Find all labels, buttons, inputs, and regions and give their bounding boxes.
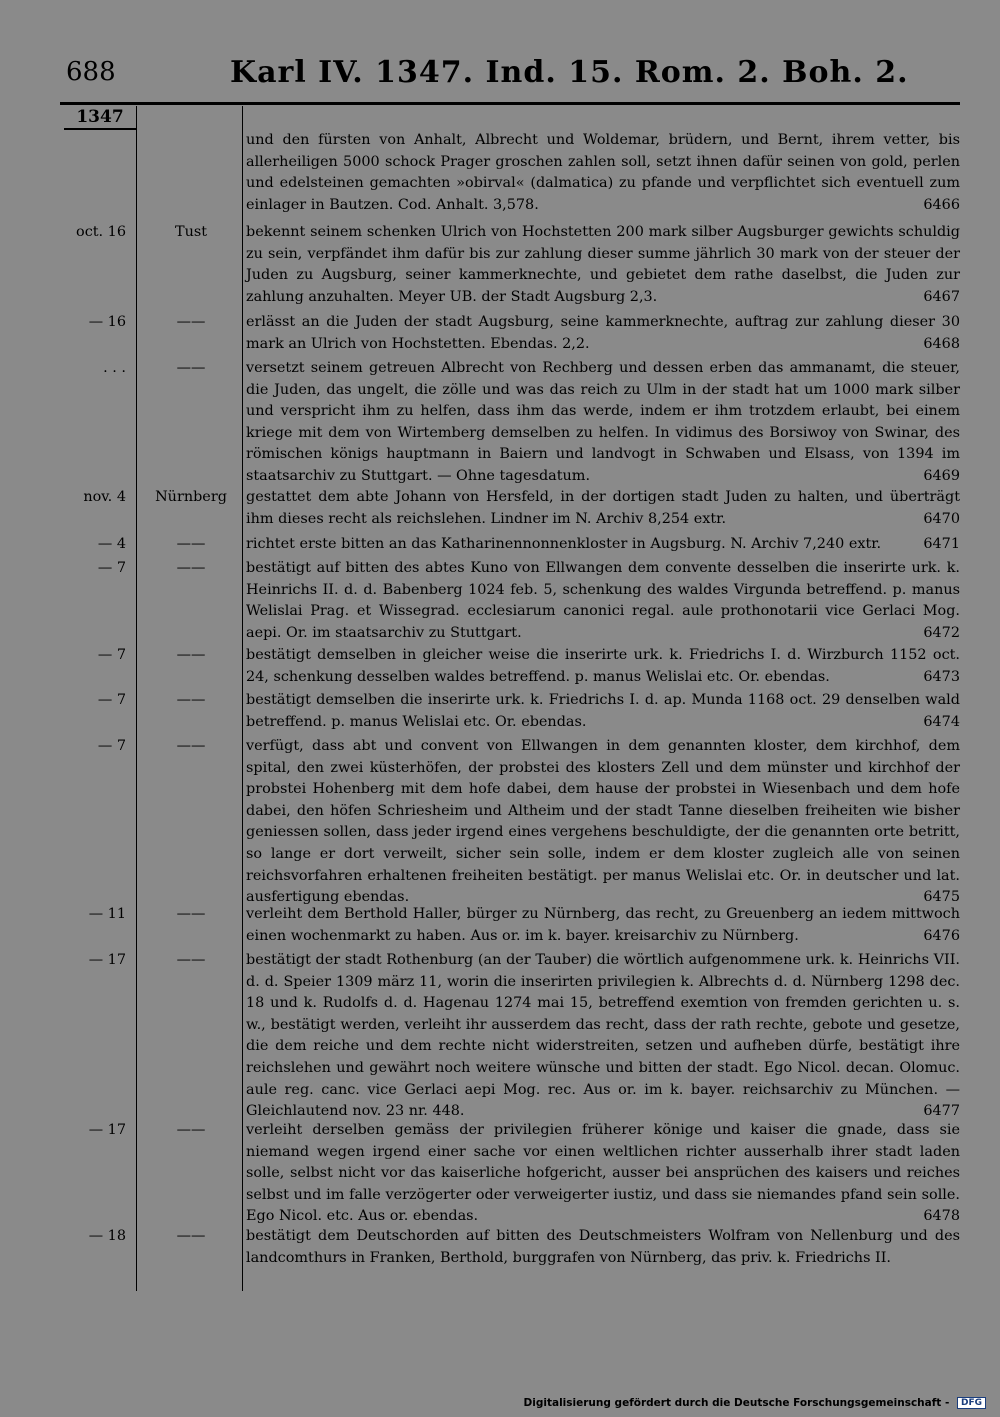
entry-date: — 7: [97, 692, 126, 708]
entry-number: 6471: [923, 536, 960, 552]
entry-body: gestattet dem abte Johann von Hersfeld, in der dortigen stadt Juden zu halten, und überträgt ihm dieses recht als reichslehen. Lindner im N. Archiv 8,254 extr.: [246, 489, 960, 527]
entry-separator: [242, 217, 960, 218]
entry-text: [246, 1120, 960, 1228]
regest-entry: [60, 558, 960, 644]
entry-place: ——: [176, 1122, 206, 1138]
entry-separator: [242, 643, 960, 644]
entry-date: — 17: [88, 1122, 126, 1138]
regest-entry: [60, 736, 960, 906]
entry-place: ——: [176, 536, 206, 552]
regest-entry: [60, 1120, 960, 1224]
entry-text: [246, 358, 960, 488]
entry-date: — 4: [97, 536, 126, 552]
page-header: [60, 55, 960, 95]
entry-text: [246, 950, 960, 1123]
entry-number: 6475: [923, 889, 960, 906]
running-title: Karl IV. 1347. Ind. 15. Rom. 2. Boh. 2.: [230, 55, 909, 90]
entry-text: [246, 534, 960, 556]
regest-entry: [60, 358, 960, 485]
entry-separator: [242, 733, 960, 734]
entry-separator: [242, 307, 960, 308]
entry-number: 6473: [923, 668, 960, 685]
regest-entry: [60, 312, 960, 356]
entry-separator: [242, 355, 960, 356]
entry-separator: [242, 1223, 960, 1224]
entry-place: ——: [176, 738, 206, 754]
entry-body: bestätigt dem Deutschorden auf bitten des Deutschmeisters Wolfram von Nellenburg und des landcomthurs in Franken, Berthold, burggrafen von Nürnberg, das priv. k. Friedrichs II.: [246, 1228, 960, 1266]
entry-body: und den fürsten von Anhalt, Albrecht und Woldemar, brüdern, und Bernt, ihrem vetter, bis allerheiligen 5000 schock Prager groschen zahlen soll, setzt ihnen dafür seinen von gold, perlen und edelsteinen gemachten »obirval« (dalmatica) zu pfande und verpflichtet sich eventuell zum einlager in Bautzen. Cod. Anhalt. 3,578.: [246, 132, 960, 213]
entry-text: [246, 904, 960, 947]
entry-number: 6476: [923, 927, 960, 944]
regest-entry: [60, 950, 960, 1118]
entry-place: ——: [176, 560, 206, 576]
entry-number: 6472: [923, 624, 960, 641]
entry-place: ——: [176, 647, 206, 663]
entry-date: — 16: [88, 314, 126, 330]
entry-date: — 7: [97, 738, 126, 754]
footer-credit: [524, 1397, 986, 1409]
entry-text: [246, 736, 960, 909]
entry-place: ——: [176, 314, 206, 330]
regest-entry: [60, 222, 960, 308]
regest-entry: [60, 130, 960, 218]
entry-date: — 11: [88, 906, 126, 922]
entry-place: ——: [176, 360, 206, 376]
entry-text: [246, 130, 960, 216]
entry-separator: [242, 484, 960, 485]
entry-body: bestätigt demselben in gleicher weise die inserirte urk. k. Friedrichs I. d. Wirzburch 1152 oct. 24, schenkung desselben waldes betreffend. p. manus Welislai etc. Or. ebendas.: [246, 647, 960, 685]
entry-number: 6468: [923, 335, 960, 352]
entry-text: [246, 222, 960, 308]
entry-number: 6478: [923, 1208, 960, 1225]
page-number: 688: [66, 57, 116, 87]
regest-entry: [60, 1226, 960, 1270]
entry-number: 6470: [923, 510, 960, 527]
entry-separator: [242, 1117, 960, 1118]
entry-separator: [242, 555, 960, 556]
regest-entry: [60, 904, 960, 948]
entry-text: [246, 487, 960, 530]
entry-date: . . .: [103, 360, 126, 376]
footer-text: Digitalisierung gefördert durch die Deutsche Forschungsgemeinschaft -: [523, 1397, 950, 1409]
entry-place: ——: [176, 952, 206, 968]
entry-date: oct. 16: [76, 224, 126, 240]
entry-body: bekennt seinem schenken Ulrich von Hochstetten 200 mark silber Augsburger gewichts schuldig zu sein, verpfändet ihm dafür bis zur zahlung dieser summe jährlich 30 mark von der steuer der Juden zu Augsburg, seiner kammerknechte, und gebietet dem rathe daselbst, die Juden zur zahlung anzuhalten. Meyer UB. der Stadt Augsburg 2,3.: [246, 224, 960, 305]
entry-body: bestätigt auf bitten des abtes Kuno von Ellwangen dem convente desselben die inserirte urk. k. Heinrichs II. d. d. Babenberg 1024 feb. 5, schenkung des waldes Virgunda betreffend. p. manus Welislai Prag. et Wissegrad. ecclesiarum canonici regal. aule prothonotarii vice Gerlaci Mog. aepi. Or. im staatsarchiv zu Stuttgart.: [246, 560, 960, 641]
entry-body: bestätigt der stadt Rothenburg (an der Tauber) die wörtlich aufgenommene urk. k. Heinrichs VII. d. d. Speier 1309 märz 11, worin die inserirten privilegien k. Albrechts d. d. Nürnberg 1298 dec. 18 und k. Rudolfs d. d. Hagenau 1274 mai 15, betreffend exemtion von fremden gerichten u. s. w., bestätigt werden, verleiht ihr ausserdem das recht, dass der rath rechte, gebote und gesetze, die dem reiche und dem rechte nicht widerstreiten, setzen und aufheben dürfe, bestätigt ihre reichslehen und gewährt noch weitere wünsche und bitten der stadt. Ego Nicol. decan. Olomuc. aule reg. canc. vice Gerlaci aepi Mog. rec. Aus or. im k. bayer. reichsarchiv zu München. — Gleichlautend nov. 23 nr. 448.: [246, 952, 960, 1120]
entry-date: — 18: [88, 1228, 126, 1244]
entry-number: 6477: [923, 1103, 960, 1120]
entry-place: ——: [176, 906, 206, 922]
entry-body: richtet erste bitten an das Katharinennonnenkloster in Augsburg. N. Archiv 7,240 extr.: [246, 536, 882, 552]
entry-body: erlässt an die Juden der stadt Augsburg, seine kammerknechte, auftrag zur zahlung dieser 30 mark an Ulrich von Hochstetten. Ebendas. 2,2.: [246, 314, 960, 352]
entry-date: — 7: [97, 647, 126, 663]
entry-place: Nürnberg: [155, 489, 227, 505]
entry-text: [246, 312, 960, 355]
entry-place: Tust: [174, 224, 208, 240]
entry-separator: [242, 530, 960, 531]
entry-body: verleiht derselben gemäss der privilegien früherer könige und kaiser die gnade, dass sie niemand wegen irgend einer sache vor einen weltlichen richter ausserhalb ihrer stadt laden solle, selbst nicht vor das kaiserliche hofgericht, ausser bei ansprüchen des kaisers und reiches selbst und im falle verzögerter oder verweigerter iustiz, und dass sie niemandes pfand sein solle. Ego Nicol. etc. Aus or. ebendas.: [246, 1122, 960, 1225]
entry-body: verleiht dem Berthold Haller, bürger zu Nürnberg, das recht, zu Greuenberg an iedem mittwoch einen wochenmarkt zu haben. Aus or. im k. bayer. kreisarchiv zu Nürnberg.: [246, 906, 960, 944]
entry-separator: [242, 688, 960, 689]
entry-body: bestätigt demselben die inserirte urk. k. Friedrichs I. d. ap. Munda 1168 oct. 29 denselben wald betreffend. p. manus Welislai etc. Or. ebendas.: [246, 692, 960, 730]
entry-text: [246, 558, 960, 644]
entry-number: 6466: [923, 196, 960, 213]
entry-place: ——: [176, 692, 206, 708]
entry-number: 6467: [923, 288, 960, 305]
entry-date: — 7: [97, 560, 126, 576]
entry-separator: [242, 947, 960, 948]
entry-text: [246, 645, 960, 688]
header-rule: [60, 102, 960, 105]
entry-number: 6474: [923, 713, 960, 730]
entry-date: — 17: [88, 952, 126, 968]
entry-number: 6469: [923, 467, 960, 484]
regest-entry: [60, 487, 960, 531]
entry-separator: [242, 901, 960, 902]
dfg-logo: DFG: [957, 1397, 986, 1409]
regest-entry: [60, 645, 960, 689]
entry-body: verfügt, dass abt und convent von Ellwangen in dem genannten kloster, dem kirchhof, dem spital, den zwei küsterhöfen, der probstei des klosters Zell und dem münster und kirchhof der probstei Hohenberg mit dem hofe dabei, dem hause der probstei in Wiesenbach und dem hofe dabei, den höfen Schriesheim und Altheim und der stadt Tanne dieselben freiheiten wie bisher geniessen sollen, dass jeder irgend eines vergehens beschuldigte, der die genannten orte betritt, so lange er dort verweilt, sicher sein solle, indem er dem kloster zugleich alle von seinen reichsvorfahren erhaltenen freiheiten bestätigt. per manus Welislai etc. Or. in deutscher und lat. ausfertigung ebendas.: [246, 738, 960, 906]
regest-entry: [60, 690, 960, 734]
entry-text: [246, 1226, 960, 1269]
entry-text: [246, 690, 960, 733]
entry-body: versetzt seinem getreuen Albrecht von Rechberg und dessen erben das ammanamt, die steuer, die Juden, das ungelt, die zölle und was das reich zu Ulm in der stadt hat um 1000 mark silber und verspricht ihm zu helfen, dass ihm das werde, indem er ihm trotzdem erlaubt, bei einem kriege mit dem von Wirtemberg demselben zu helfen. In vidimus des Borsiwoy von Swinar, des römischen königs hauptmann in Baiern und landvogt in Schwaben und Elsass, von 1394 im staatsarchiv zu Stuttgart. — Ohne tagesdatum.: [246, 360, 960, 484]
entry-place: ——: [176, 1228, 206, 1244]
entry-date: nov. 4: [83, 489, 126, 505]
regest-entry: [60, 534, 960, 556]
year-label: 1347: [64, 106, 136, 130]
